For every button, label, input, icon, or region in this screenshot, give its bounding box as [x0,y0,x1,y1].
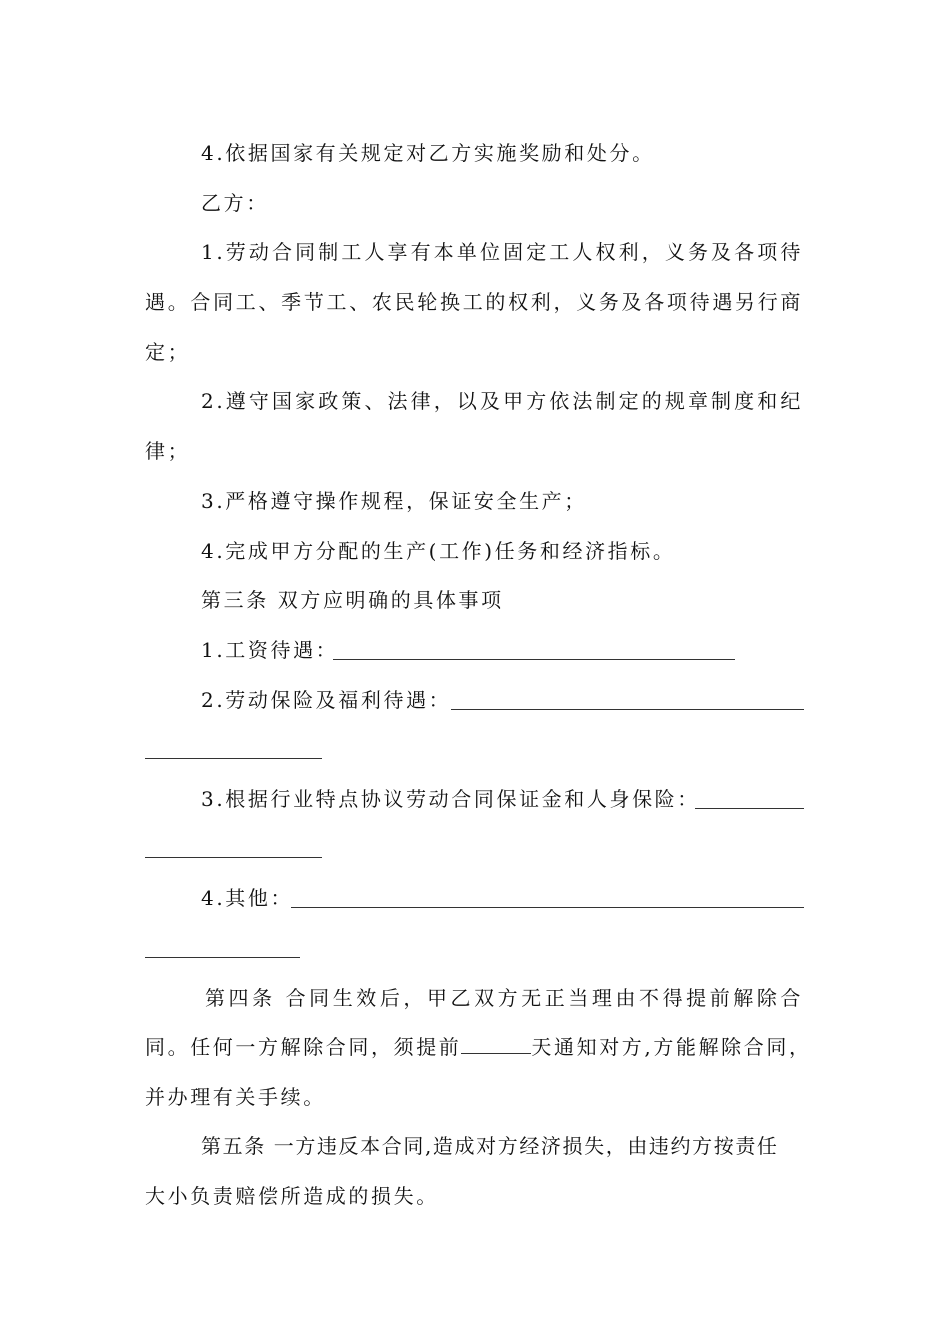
paragraph-segment: 同。任何一方解除合同，须提前 [145,1035,462,1059]
blank-line-insurance-cont [145,758,322,759]
blank-line-deposit-cont [145,857,322,858]
paragraph-segment: 天通知对方,方能解除合同， [531,1035,812,1059]
paragraph-line: 3.严格遵守操作规程，保证安全生产； [201,489,587,513]
article-heading: 第三条 双方应明确的具体事项 [201,588,504,612]
paragraph-line: 4.完成甲方分配的生产(工作)任务和经济指标。 [201,539,676,563]
section-label-party-b: 乙方： [201,191,269,215]
field-label-insurance: 2.劳动保险及福利待遇： [201,688,452,712]
blank-line-other [291,907,804,908]
paragraph-line: 并办理有关手续。 [145,1085,326,1109]
paragraph-line: 第四条 合同生效后，甲乙双方无正当理由不得提前解除合 [205,986,803,1010]
field-label-other: 4.其他： [201,886,294,910]
paragraph-line: 大小负责赔偿所造成的损失。 [145,1184,439,1208]
paragraph-line: 律； [145,439,191,463]
blank-line-insurance [451,709,804,710]
blank-line-wage [333,659,735,660]
paragraph-line: 遇。合同工、季节工、农民轮换工的权利，义务及各项待遇另行商 [145,290,803,314]
paragraph-line: 第五条 一方违反本合同,造成对方经济损失，由违约方按责任 [201,1134,779,1158]
field-label-wage: 1.工资待遇： [201,638,339,662]
paragraph-line: 2.遵守国家政策、法律，以及甲方依法制定的规章制度和纪 [201,389,803,413]
paragraph-line: 4.依据国家有关规定对乙方实施奖励和处分。 [201,141,655,165]
blank-line-other-cont [145,957,300,958]
blank-line-deposit [695,808,804,809]
paragraph-line: 定； [145,340,191,364]
paragraph-line: 1.劳动合同制工人享有本单位固定工人权利，义务及各项待 [201,240,803,264]
field-label-deposit: 3.根据行业特点协议劳动合同保证金和人身保险： [201,787,700,811]
blank-days [461,1033,531,1054]
paragraph-line [145,1032,812,1062]
